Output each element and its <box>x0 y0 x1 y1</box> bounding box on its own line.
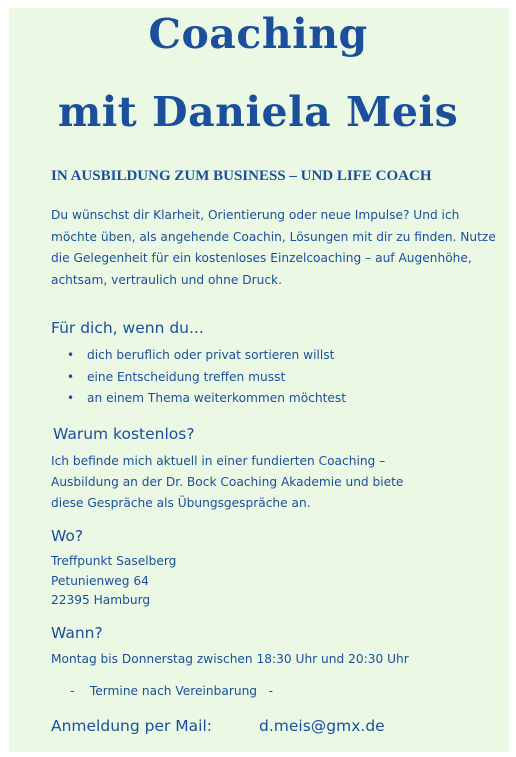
bullet-icon: • <box>67 391 75 405</box>
registration-label: Anmeldung per Mail: <box>51 717 213 735</box>
list-item <box>67 345 346 367</box>
bullet-icon: • <box>67 369 75 384</box>
intro-line: Du wünschst dir Klarheit, Orientierung oder neue Impulse? Und ich <box>51 208 460 222</box>
intro-line: die Gelegenheit für ein kostenloses Einzelcoaching – auf Augenhöhe, <box>51 251 472 265</box>
why-free-line: Ausbildung an der Dr. Bock Coaching Akademie und biete <box>51 475 404 489</box>
when-heading: Wann? <box>51 624 103 642</box>
intro-paragraph <box>51 205 496 291</box>
intro-line: achtsam, vertraulich und ohne Druck. <box>51 272 282 287</box>
bullet-icon: • <box>67 348 75 362</box>
address-line: 22395 Hamburg <box>51 593 151 607</box>
for-you-list <box>67 345 346 410</box>
title-line-2: mit Daniela Meis <box>57 88 459 136</box>
why-free-heading: Warum kostenlos? <box>53 425 195 443</box>
address-block <box>51 552 176 611</box>
why-free-line: Ich befinde mich aktuell in einer fundierten Coaching – <box>51 454 386 468</box>
address-line: Treffpunkt Saselberg <box>51 554 177 568</box>
why-free-paragraph <box>51 451 403 514</box>
address-line: Petunienweg 64 <box>51 573 149 588</box>
intro-line: möchte üben, als angehende Coachin, Lösungen mit dir zu finden. Nutze <box>51 229 496 244</box>
list-item-text: dich beruflich oder privat sortieren willst <box>87 348 335 362</box>
schedule-text: Montag bis Donnerstag zwischen 18:30 Uhr und 20:30 Uhr <box>51 652 409 666</box>
appointment-note: - Termine nach Vereinbarung - <box>70 684 274 698</box>
subtitle: IN AUSBILDUNG ZUM BUSINESS – UND LIFE COACH <box>51 168 432 184</box>
registration-email[interactable]: d.meis@gmx.de <box>259 717 385 735</box>
list-item-text: an einem Thema weiterkommen möchtest <box>87 391 347 405</box>
list-item-text: eine Entscheidung treffen musst <box>87 369 286 384</box>
title-line-1: Coaching <box>148 10 368 58</box>
why-free-line: diese Gespräche als Übungsgespräche an. <box>51 496 311 510</box>
where-heading: Wo? <box>51 527 84 545</box>
list-item <box>67 367 346 389</box>
list-item <box>67 388 346 410</box>
for-you-heading: Für dich, wenn du... <box>51 319 204 337</box>
